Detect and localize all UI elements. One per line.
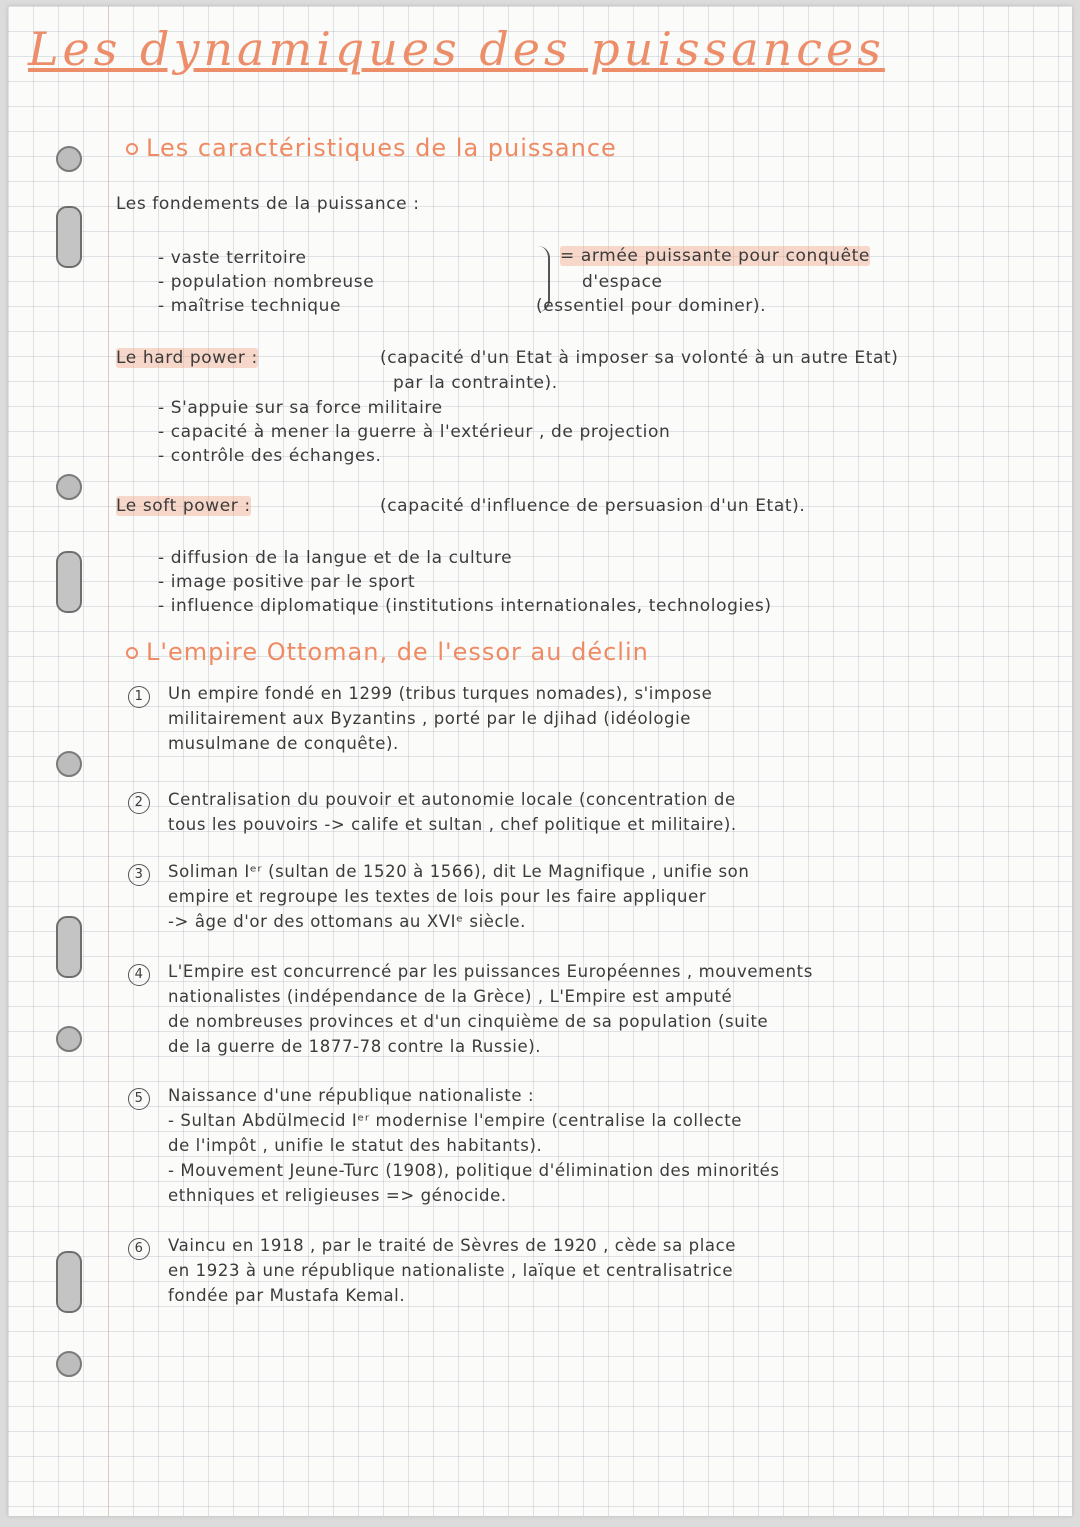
binder-hole	[56, 751, 82, 777]
point-text-line: militairement aux Byzantins , porté par le djihad (idéologie	[168, 709, 692, 728]
binder-hole	[56, 146, 82, 172]
bullet-circle-icon	[126, 647, 138, 659]
soft-power-item: - influence diplomatique (institutions internationales, technologies)	[158, 596, 772, 616]
point-number-circle: 5	[128, 1088, 150, 1110]
hard-power-item: - contrôle des échanges.	[158, 446, 382, 466]
brace-note	[560, 244, 870, 268]
binder-slot	[56, 551, 82, 613]
section-heading-empire-ottoman	[126, 638, 649, 666]
point-text-line: en 1923 à une république nationaliste , laïque et centralisatrice	[168, 1261, 734, 1280]
hard-power-title	[116, 346, 258, 370]
point-text-line: tous les pouvoirs -> calife et sultan , chef politique et militaire).	[168, 815, 737, 834]
point-number-circle: 4	[128, 964, 150, 986]
soft-power-def: (capacité d'influence de persuasion d'un Etat).	[380, 496, 806, 516]
soft-power-title	[116, 494, 251, 518]
fondement-item: - vaste territoire	[158, 248, 307, 268]
page-title: Les dynamiques des puissances	[28, 22, 885, 76]
notebook-page	[8, 6, 1072, 1516]
point-text-line: L'Empire est concurrencé par les puissances Européennes , mouvements	[168, 962, 813, 981]
point-text-line: Vaincu en 1918 , par le traité de Sèvres de 1920 , cède sa place	[168, 1236, 737, 1255]
point-text-line: de l'impôt , unifie le statut des habitants).	[168, 1136, 543, 1155]
hard-power-item: - capacité à mener la guerre à l'extérieur , de projection	[158, 422, 671, 442]
fondement-item: - maîtrise technique	[158, 296, 342, 316]
point-text-line: musulmane de conquête).	[168, 734, 399, 753]
hard-power-def: par la contrainte).	[393, 373, 558, 393]
soft-power-item: - diffusion de la langue et de la culture	[158, 548, 513, 568]
binder-slot	[56, 1251, 82, 1313]
binder-slot	[56, 206, 82, 268]
point-text-line: -> âge d'or des ottomans au XVIᵉ siècle.	[168, 912, 526, 931]
point-text-line: nationalistes (indépendance de la Grèce) , L'Empire est amputé	[168, 987, 733, 1006]
binder-slot	[56, 916, 82, 978]
margin-line	[108, 6, 109, 1516]
fondement-item: - population nombreuse	[158, 272, 375, 292]
bullet-circle-icon	[126, 143, 138, 155]
hard-power-label: Le hard power :	[116, 348, 258, 368]
point-text-line: Naissance d'une république nationaliste :	[168, 1086, 535, 1105]
point-text-line: - Mouvement Jeune-Turc (1908), politique d'élimination des minorités	[168, 1161, 780, 1180]
soft-power-label: Le soft power :	[116, 496, 251, 516]
section-heading-caracteristiques	[126, 134, 617, 162]
brace-note: d'espace	[582, 272, 663, 292]
point-number-circle: 6	[128, 1238, 150, 1260]
point-text-line: ethniques et religieuses => génocide.	[168, 1186, 507, 1205]
binder-hole	[56, 1026, 82, 1052]
soft-power-item: - image positive par le sport	[158, 572, 416, 592]
point-text-line: - Sultan Abdülmecid Iᵉʳ modernise l'empire (centralise la collecte	[168, 1111, 743, 1130]
point-text-line: de nombreuses provinces et d'un cinquième de sa population (suite	[168, 1012, 769, 1031]
hard-power-item: - S'appuie sur sa force militaire	[158, 398, 443, 418]
binder-hole	[56, 1351, 82, 1377]
brace-note: (essentiel pour dominer).	[536, 296, 767, 316]
fondements-title: Les fondements de la puissance :	[116, 194, 420, 214]
point-text-line: Soliman Iᵉʳ (sultan de 1520 à 1566), dit Le Magnifique , unifie son	[168, 862, 750, 881]
point-text-line: fondée par Mustafa Kemal.	[168, 1286, 406, 1305]
point-number-circle: 1	[128, 686, 150, 708]
hard-power-def: (capacité d'un Etat à imposer sa volonté à un autre Etat)	[380, 348, 899, 368]
point-number-circle: 3	[128, 864, 150, 886]
point-text-line: empire et regroupe les textes de lois pour les faire appliquer	[168, 887, 707, 906]
point-text-line: Un empire fondé en 1299 (tribus turques nomades), s'impose	[168, 684, 713, 703]
section-heading-text: Les caractéristiques de la puissance	[146, 134, 617, 162]
point-number-circle: 2	[128, 792, 150, 814]
point-text-line: Centralisation du pouvoir et autonomie locale (concentration de	[168, 790, 736, 809]
binder-hole	[56, 474, 82, 500]
point-text-line: de la guerre de 1877-78 contre la Russie).	[168, 1037, 542, 1056]
section-heading-text: L'empire Ottoman, de l'essor au déclin	[146, 638, 649, 666]
brace-note-text: = armée puissante pour conquête	[560, 246, 870, 266]
